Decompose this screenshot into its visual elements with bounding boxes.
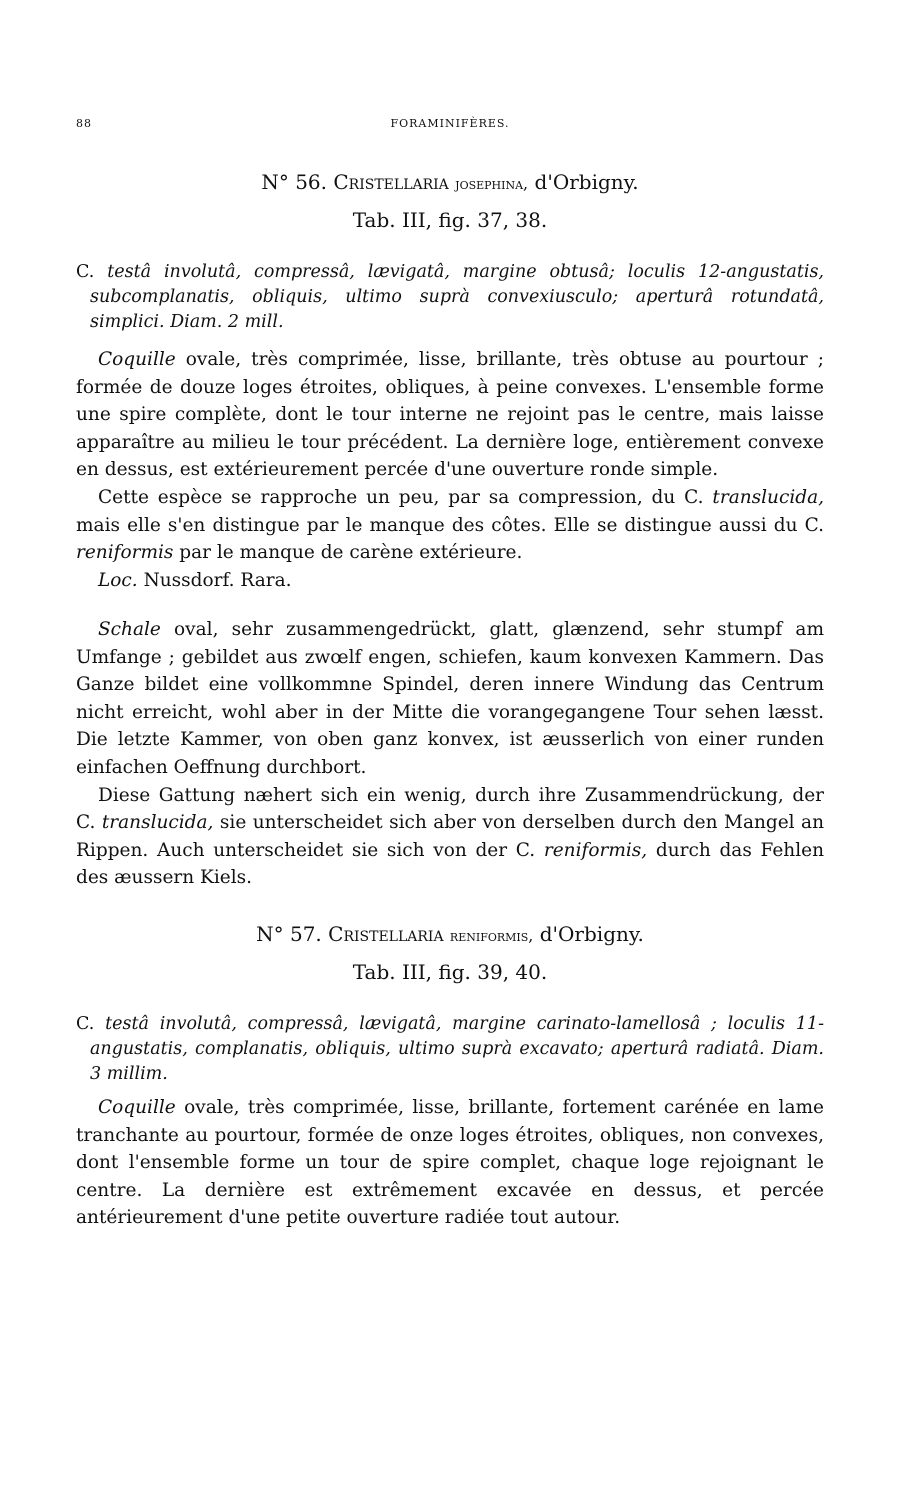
species-ref: reniformis, [543, 839, 648, 861]
running-header [76, 117, 824, 137]
lead-word: Coquille [98, 1097, 176, 1118]
species-author: d'Orbigny. [539, 922, 644, 946]
species-56-diagnosis [76, 260, 824, 335]
species-ref: reniformis [76, 542, 174, 564]
species-57-french [76, 1094, 824, 1232]
species-author: d'Orbigny. [534, 170, 639, 194]
paragraph-text: Cette espèce se rapproche un peu, par sa compression, du C. [98, 486, 704, 508]
page-number: 88 [76, 117, 92, 130]
locality-label: Loc. [98, 569, 138, 591]
paragraph-text: sie unterscheidet sich aber von derselben durch den Mangel an Rippen. Auch unterscheidet sie sich von der C. [76, 812, 824, 861]
species-56-heading [76, 170, 824, 194]
paragraph-text: Diese Gattung næhert sich ein wenig, durch ihre Zusammendrückung, der C. [76, 784, 824, 834]
species-number: N° 56. [261, 170, 328, 194]
lead-word: Coquille [98, 349, 176, 370]
locality [76, 567, 824, 595]
french-paragraph-1 [76, 1094, 824, 1232]
paragraph-text: mais elle s'en distingue par le manque des côtes. Elle se distingue aussi du C. [76, 514, 824, 536]
species-57-heading [76, 922, 824, 946]
german-paragraph-1 [76, 616, 824, 782]
german-paragraph-2 [76, 782, 824, 892]
diagnosis-lead: C. [76, 262, 95, 282]
lead-word: Schale [98, 619, 161, 640]
species-56-plate: Tab. III, fig. 37, 38. [352, 208, 548, 232]
running-title: FORAMINIFÈRES. [390, 117, 510, 130]
paragraph-text: oval, sehr zusammengedrückt, glatt, glænzend, sehr stumpf am Umfange ; gebildet aus zwœlf engen, schiefen, kaum konvexen Kammern. Das Ganze bildet eine vollkommne Spindel, deren innere Windung das Centrum nicht erreicht, wohl aber in der Mitte die vorangegangene Tour sehen læsst. Die letzte Kammer, von oben ganz konvex, ist æusserlich von einer runden einfachen Oeffnung durchbort. [76, 619, 824, 778]
locality-text: Nussdorf. Rara. [143, 569, 292, 591]
species-epithet: reniformis, [449, 926, 534, 945]
species-number: N° 57. [256, 922, 322, 946]
diagnosis-text: testâ involutâ, compressâ, lævigatâ, margine carinato-lamellosâ ; loculis 11-angustatis, complanatis, obliquis, ultimo suprà excavato; aperturâ radiatâ. Diam. 3 millim. [90, 1014, 824, 1084]
french-paragraph-1 [76, 346, 824, 484]
species-56-french [76, 346, 824, 594]
species-genus: Cristellaria [333, 170, 449, 194]
paragraph-text: ovale, très comprimée, lisse, brillante, très obtuse au pourtour ; formée de douze loges étroites, obliques, à peine convexes. L'ensemble forme une spire complète, dont le tour interne ne rejoint pas le centre, mais laisse apparaître au milieu le tour précédent. La dernière loge, entièrement convexe en dessus, est extérieurement percée d'une ouverture ronde simple. [76, 349, 824, 481]
diagnosis-text: testâ involutâ, compressâ, lævigatâ, margine obtusâ; loculis 12-angustatis, subcomplanatis, obliquis, ultimo suprà convexiusculo; aperturâ rotundatâ, simplici. Diam. 2 mill. [90, 262, 824, 332]
species-epithet: josephina, [455, 174, 529, 193]
paragraph-text: ovale, très comprimée, lisse, brillante, fortement carénée en lame tranchante au pourtour, formée de onze loges étroites, obliques, non convexes, dont l'ensemble forme un tour de spire complet, chaque loge rejoignant le centre. La dernière est extrêmement excavée en dessus, et percée antérieurement d'une petite ouverture radiée tout autour. [76, 1097, 824, 1229]
species-ref: translucida, [101, 812, 214, 834]
species-56-german [76, 616, 824, 892]
species-57-plate: Tab. III, fig. 39, 40. [352, 960, 548, 984]
species-genus: Cristellaria [328, 922, 444, 946]
species-ref: translucida, [712, 486, 824, 508]
french-paragraph-2 [76, 484, 824, 567]
species-57-diagnosis [76, 1012, 824, 1087]
paragraph-text: durch das Fehlen des æussern Kiels. [76, 839, 824, 889]
diagnosis-lead: C. [76, 1014, 95, 1034]
paragraph-text: par le manque de carène extérieure. [179, 542, 523, 564]
